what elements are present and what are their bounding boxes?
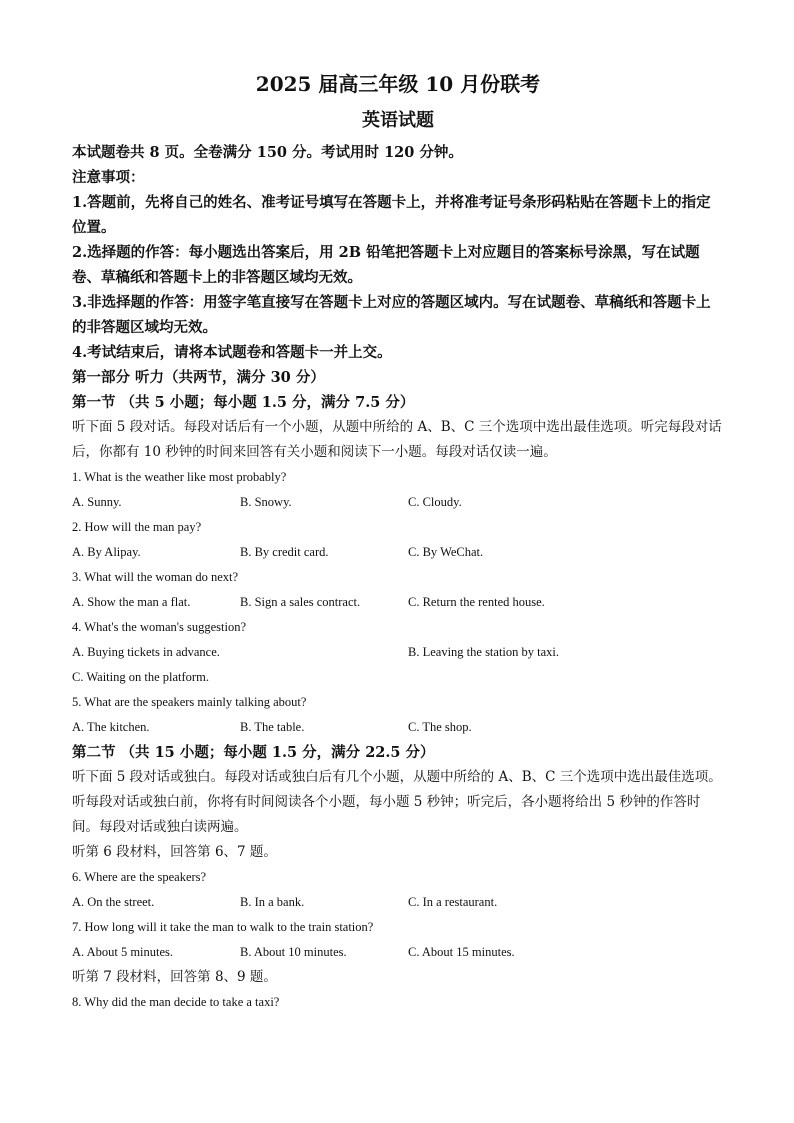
question-text: 2. How will the man pay? xyxy=(72,520,202,534)
section2-instructions: 听下面 5 段对话或独白。每段对话或独白后有几个小题，从题中所给的 A、B、C 三个选项中选出最佳选项。听每段对话或独白前，你将有时间阅读各个小题，每小题 5 秒钟；听完后，各小题将给出 5 秒钟的作答时间。每段对话或独白读两遍。 xyxy=(72,769,722,835)
option-c: C. In a restaurant. xyxy=(408,895,498,909)
exam-page xyxy=(72,62,724,1015)
options-row xyxy=(72,490,724,515)
option-a: A. Sunny. xyxy=(72,495,122,509)
options-row xyxy=(72,890,724,915)
notes-title: 注意事项： xyxy=(72,169,145,186)
option-a: A. By Alipay. xyxy=(72,545,141,559)
question-text: 8. Why did the man decide to take a taxi? xyxy=(72,995,280,1009)
option-a: A. On the street. xyxy=(72,895,155,909)
subject-title: 英语试题 xyxy=(362,110,434,131)
question-text: 7. How long will it take the man to walk to the train station? xyxy=(72,920,374,934)
option-b: B. Sign a sales contract. xyxy=(240,595,361,609)
option-c: C. The shop. xyxy=(408,720,472,734)
section1-instructions: 听下面 5 段对话。每段对话后有一个小题，从题中所给的 A、B、C 三个选项中选出最佳选项。听完每段对话后，你都有 10 秒钟的时间来回答有关小题和阅读下一小题。每段对话仅读一遍。 xyxy=(72,419,722,460)
option-b: B. The table. xyxy=(240,720,305,734)
option-c: C. Return the rented house. xyxy=(408,595,545,609)
options-row xyxy=(72,715,724,740)
options-row xyxy=(72,640,724,665)
option-a: A. Buying tickets in advance. xyxy=(72,645,220,659)
note-item: 2.选择题的作答：每小题选出答案后，用 2B 铅笔把答题卡上对应题目的答案标号涂黑，写在试题卷、草稿纸和答题卡上的非答题区域均无效。 xyxy=(72,244,700,286)
question-text: 4. What's the woman's suggestion? xyxy=(72,620,247,634)
exam-title: 2025 届高三年级 10 月份联考 xyxy=(255,72,541,96)
option-b: B. Snowy. xyxy=(240,495,292,509)
options-row xyxy=(72,590,724,615)
option-c: C. Waiting on the platform. xyxy=(72,670,209,684)
option-a: A. Show the man a flat. xyxy=(72,595,191,609)
option-b: B. By credit card. xyxy=(240,545,329,559)
material-7-label: 听第 7 段材料，回答第 8、9 题。 xyxy=(72,969,277,985)
material-6-label: 听第 6 段材料，回答第 6、7 题。 xyxy=(72,844,277,860)
question-text: 6. Where are the speakers? xyxy=(72,870,207,884)
option-b: B. In a bank. xyxy=(240,895,305,909)
note-item: 4.考试结束后，请将本试题卷和答题卡一并上交。 xyxy=(72,344,392,361)
option-b: B. Leaving the station by taxi. xyxy=(408,645,560,659)
section1-title: 第一节 （共 5 小题；每小题 1.5 分，满分 7.5 分） xyxy=(72,394,415,411)
part1-title: 第一部分 听力（共两节，满分 30 分） xyxy=(72,369,325,386)
question-text: 3. What will the woman do next? xyxy=(72,570,239,584)
exam-summary: 本试题卷共 8 页。全卷满分 150 分。考试用时 120 分钟。 xyxy=(72,144,463,161)
question-text: 1. What is the weather like most probably? xyxy=(72,470,287,484)
options-row xyxy=(72,665,724,690)
section2-title: 第二节 （共 15 小题；每小题 1.5 分，满分 22.5 分） xyxy=(72,744,435,761)
option-b: B. About 10 minutes. xyxy=(240,945,347,959)
question-text: 5. What are the speakers mainly talking about? xyxy=(72,695,307,709)
options-row xyxy=(72,540,724,565)
option-c: C. Cloudy. xyxy=(408,495,462,509)
note-item: 3.非选择题的作答：用签字笔直接写在答题卡上对应的答题区域内。写在试题卷、草稿纸和答题卡上的非答题区域均无效。 xyxy=(72,294,711,336)
note-item: 1.答题前，先将自己的姓名、准考证号填写在答题卡上，并将准考证号条形码粘贴在答题卡上的指定位置。 xyxy=(72,194,711,236)
option-a: A. The kitchen. xyxy=(72,720,150,734)
option-a: A. About 5 minutes. xyxy=(72,945,174,959)
option-c: C. By WeChat. xyxy=(408,545,484,559)
options-row xyxy=(72,940,724,965)
option-c: C. About 15 minutes. xyxy=(408,945,515,959)
